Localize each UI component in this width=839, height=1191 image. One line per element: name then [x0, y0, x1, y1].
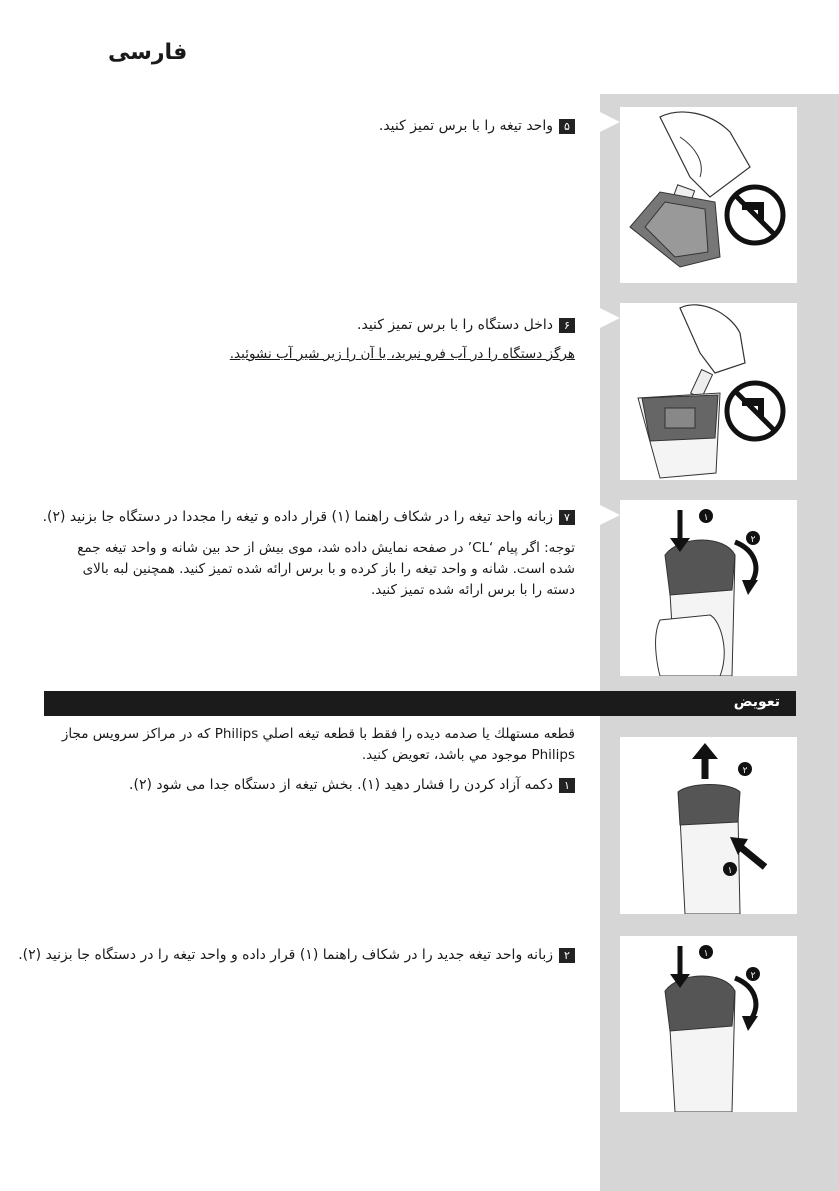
pointer: [600, 112, 620, 132]
step-text: زبانه واحد تیغه جدید را در شکاف راهنما (۱) قرار داده و واحد تیغه را در دستگاه جا بزنید (۲).: [18, 947, 553, 963]
step-text: دکمه آزاد کردن را فشار دهید (۱). بخش تیغه از دستگاه جدا می شود (۲).: [129, 777, 553, 793]
section-title: تعویض: [733, 694, 780, 710]
step-number: ۶: [559, 318, 575, 333]
step-5: [275, 115, 575, 137]
step-number: ۷: [559, 510, 575, 525]
step-7: [15, 506, 575, 528]
page-title: فارسی: [108, 40, 188, 65]
step-text: زبانه واحد تیغه را در شکاف راهنما (۱) قرار داده و تیغه را مجددا در دستگاه جا بزنید (۲).: [42, 509, 553, 525]
no-water-icon: [727, 383, 783, 439]
step-6: [235, 314, 575, 336]
step-number: ۲: [559, 948, 575, 963]
illustration-insert-new-blade: [620, 936, 797, 1112]
illustration-clean-inside: [620, 303, 797, 480]
pointer: [600, 505, 620, 525]
illustration-clean-blade: [620, 107, 797, 283]
replacement-step-2: [15, 944, 575, 966]
note-text: توجه: اگر پیام ‘CL’ در صفحه نمایش داده شد، موی بیش از حد بین شانه و واحد تیغه جمع شده است. شانه و واحد تیغه را باز کرده و با برس ارائه شده تمیز کنید. همچنین لبه بالای دسته را با برس ارائه شده تمیز کنید.: [77, 540, 575, 598]
label-two: ۲: [750, 535, 756, 545]
section-header-bar: [44, 691, 796, 716]
label-two: ۲: [750, 971, 756, 981]
replacement-intro: قطعه مستهلك يا صدمه ديده را فقط با قطعه تيغه اصلي Philips كه در مراكز سرويس مجاز Philips موجود مي باشد، تعويض كنيد.: [61, 726, 575, 763]
step-text: واحد تیغه را با برس تمیز کنید.: [378, 118, 553, 134]
no-water-icon: [727, 187, 783, 243]
illustration-reattach-blade: [620, 500, 797, 676]
label-two: ۲: [742, 766, 748, 776]
step-number: ۵: [559, 119, 575, 134]
label-one: ۱: [703, 949, 709, 959]
step-number: ۱: [559, 778, 575, 793]
illustration-remove-blade: [620, 737, 797, 914]
label-one: ۱: [727, 866, 733, 876]
pointer: [600, 308, 620, 328]
label-one: ۱: [703, 513, 709, 523]
warning-text: هرگز دستگاه را در آب فرو نبرید، یا آن را زیر شیر آب نشوئید.: [229, 346, 575, 362]
replacement-step-1: [35, 774, 575, 796]
step-text: داخل دستگاه را با برس تمیز کنید.: [357, 317, 553, 333]
